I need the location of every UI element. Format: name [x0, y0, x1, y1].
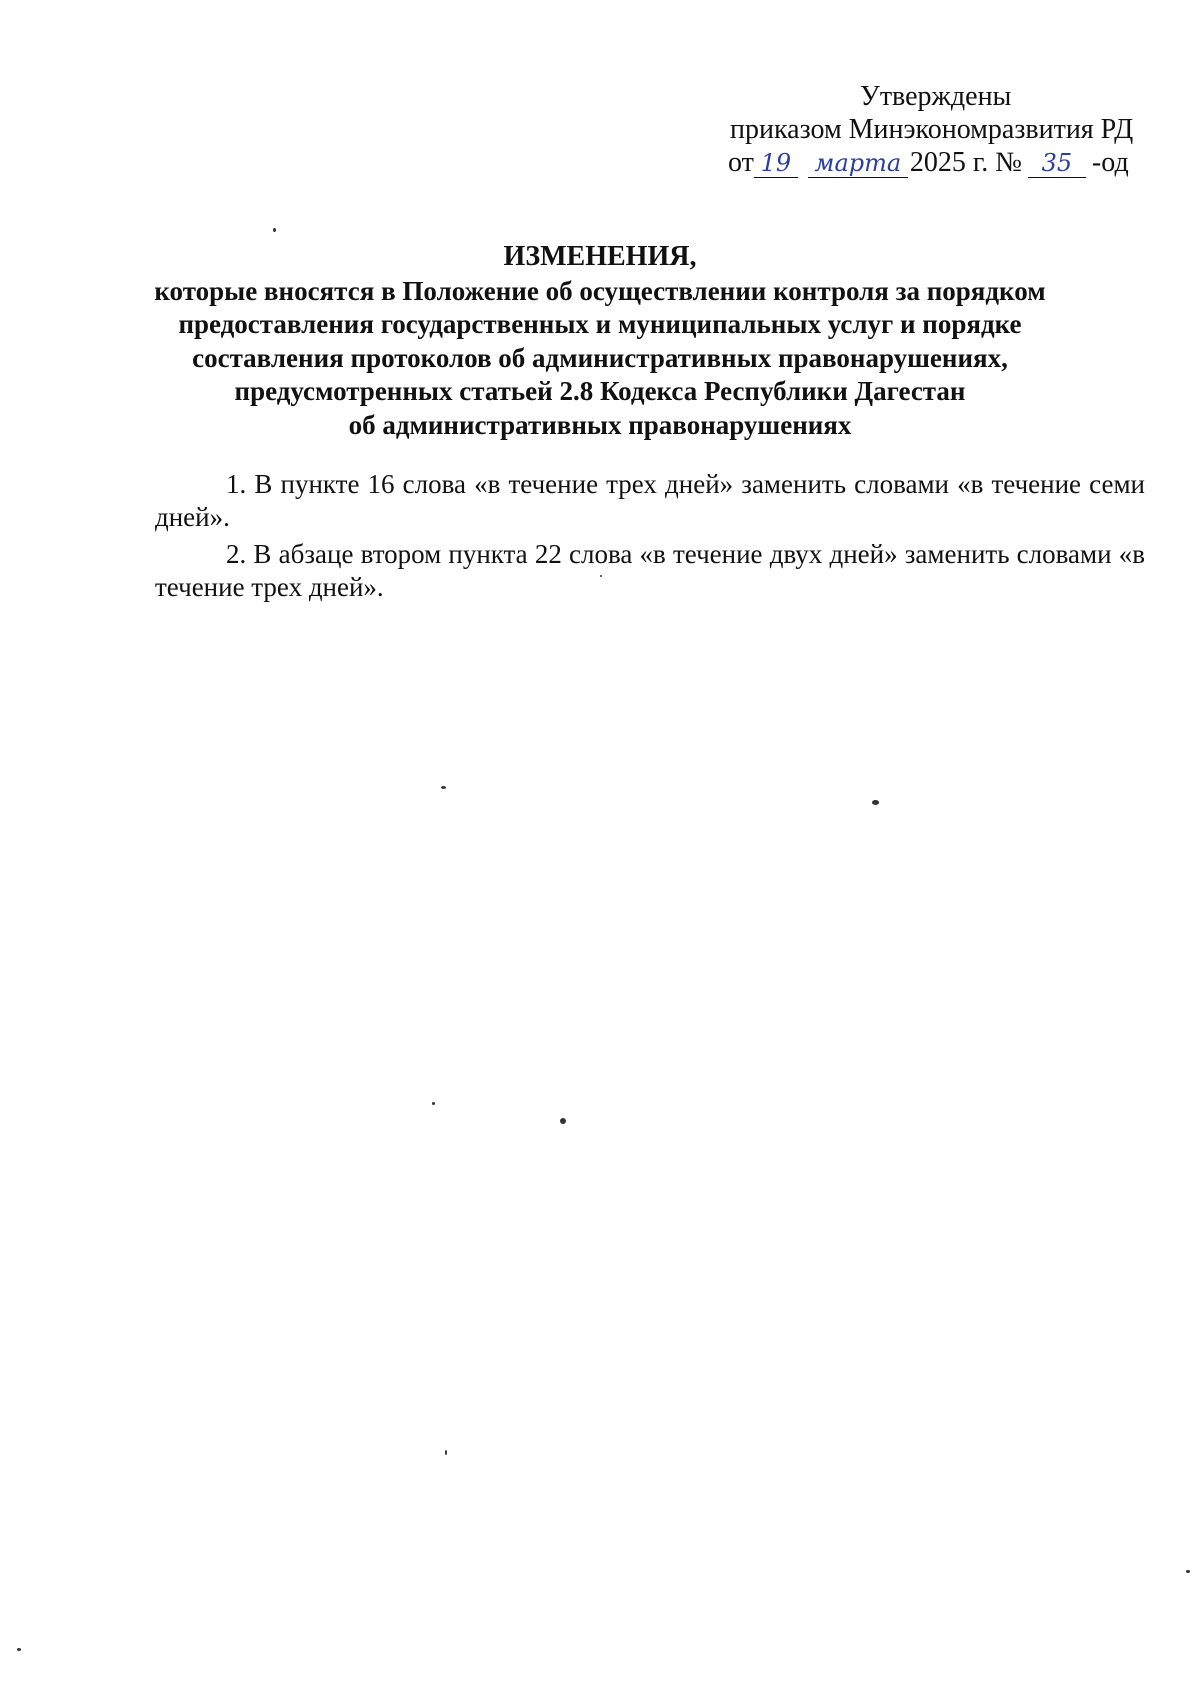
subtitle-line: об административных правонарушениях: [348, 409, 852, 440]
approval-line-date: [700, 146, 1140, 179]
document-body: [155, 468, 1145, 608]
handwritten-month: марта: [808, 149, 908, 178]
date-prefix: от: [728, 147, 754, 178]
document-title: [140, 240, 1060, 442]
order-suffix: -од: [1091, 147, 1129, 178]
subtitle-line: предусмотренных статьей 2.8 Кодекса Республики Дагестан: [234, 376, 966, 406]
scan-speck: [560, 1118, 566, 1124]
subtitle-line: составления протоколов об административных правонарушениях,: [192, 342, 1008, 373]
scan-speck: [432, 1102, 435, 1105]
scan-speck: [17, 1648, 21, 1651]
scan-speck: [273, 228, 276, 232]
subtitle-line: которые вносятся в Положение об осуществлении контроля за порядком: [154, 275, 1046, 306]
year-text: 2025 г. №: [909, 147, 1022, 178]
scan-speck: [441, 786, 446, 789]
scan-speck: [600, 575, 602, 577]
handwritten-order-number: 35: [1028, 149, 1086, 178]
approval-line-approved: Утверждены: [860, 81, 1012, 112]
amendment-item: 2. В абзаце втором пункта 22 слова «в течение двух дней» заменить словами «в течение трех дней».: [155, 539, 1145, 602]
handwritten-day: 19: [754, 149, 798, 178]
scan-speck: [872, 800, 879, 805]
approval-stamp: [700, 80, 1140, 179]
subtitle-line: предоставления государственных и муниципальных услуг и порядке: [178, 309, 1022, 339]
approval-line-order: приказом Минэкономразвития РД: [730, 114, 1134, 145]
main-heading: ИЗМЕНЕНИЯ,: [503, 241, 697, 272]
amendment-item: 1. В пункте 16 слова «в течение трех дней» заменить словами «в течение семи дней».: [155, 469, 1145, 532]
scan-speck: [1186, 1570, 1190, 1573]
scan-speck: [445, 1450, 447, 1455]
